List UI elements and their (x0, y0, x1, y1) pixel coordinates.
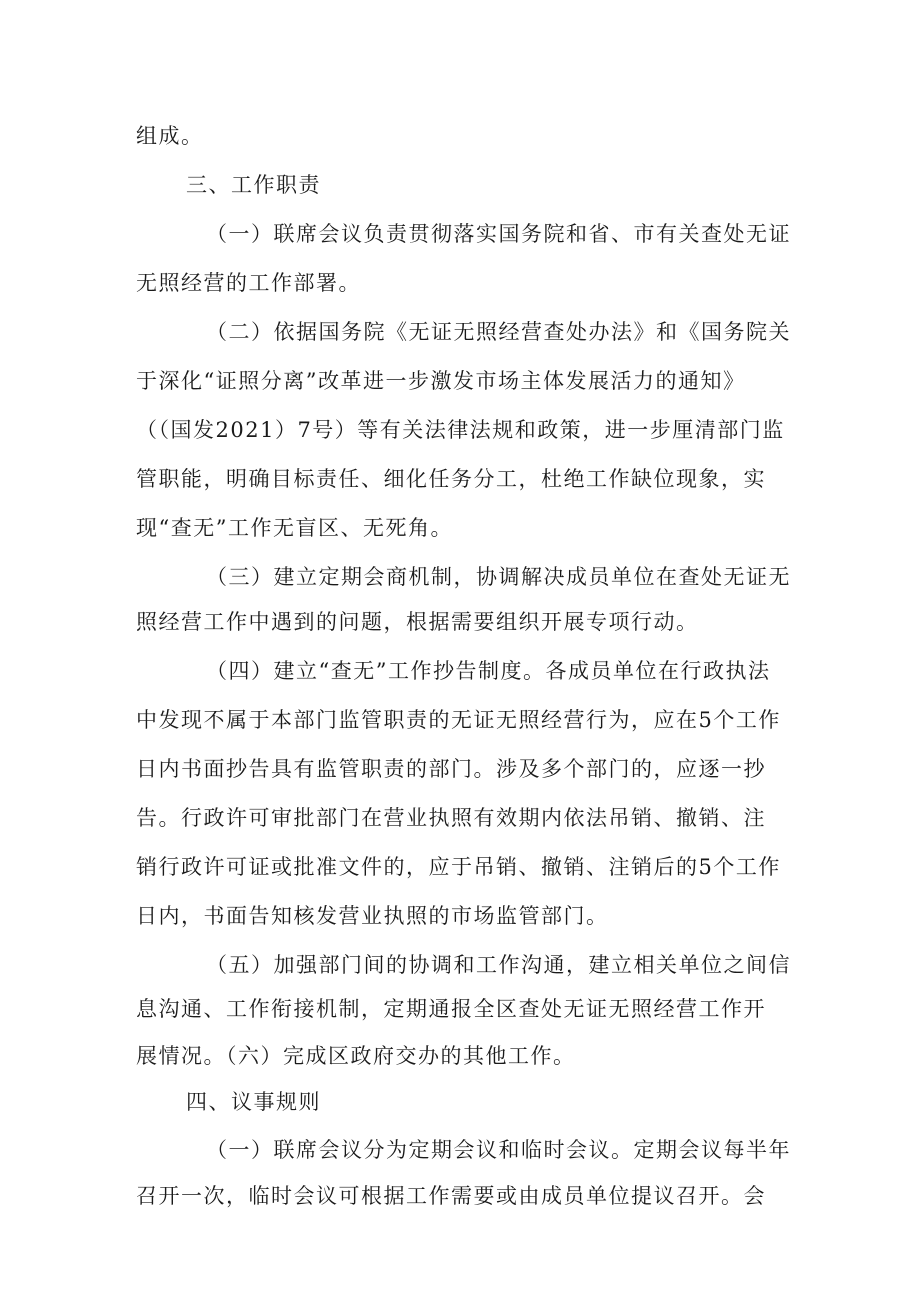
section-heading: 四、议事规则 (186, 1090, 321, 1114)
text-line: 中发现不属于本部门监管职责的无证无照经营行为，应在5个工作 (136, 708, 781, 732)
text-line: 管职能，明确目标责任、细化任务分工，杜绝工作缺位现象，实 (136, 467, 766, 491)
text-line: 于深化“证照分离”改革进一步激发市场主体发展活力的通知》 (136, 369, 746, 393)
text-line: 告。行政许可审批部门在营业执照有效期内依法吊销、撤销、注 (136, 806, 766, 830)
text-line: （一）联席会议负责贯彻落实国务院和省、市有关查处无证 (206, 222, 791, 246)
text-line: （三）建立定期会商机制，协调解决成员单位在查处无证无 (206, 565, 791, 589)
text-line: 销行政许可证或批准文件的，应于吊销、撤销、注销后的5个工作 (136, 855, 781, 879)
text-line: 展情况。（六）完成区政府交办的其他工作。 (136, 1044, 576, 1068)
text-line: （（国发2021）7号）等有关法律法规和政策，进一步厘清部门监 (136, 418, 785, 442)
text-line: （四）建立“查无”工作抄告制度。各成员单位在行政执法 (206, 659, 771, 683)
text-line: （一）联席会议分为定期会议和临时会议。定期会议每半年 (206, 1138, 791, 1162)
text-line: （二）依据国务院《无证无照经营查处办法》和《国务院关 (206, 320, 791, 344)
section-heading: 三、工作职责 (186, 173, 321, 197)
text-line: 召开一次，临时会议可根据工作需要或由成员单位提议召开。会 (136, 1184, 766, 1208)
text-line: 照经营工作中遇到的问题，根据需要组织开展专项行动。 (136, 610, 699, 634)
text-line: 现“查无”工作无盲区、无死角。 (136, 516, 453, 540)
text-line: 无照经营的工作部署。 (136, 271, 361, 295)
text-line: 日内书面抄告具有监管职责的部门。涉及多个部门的，应逐一抄 (136, 757, 766, 781)
text-line: 组成。 (136, 124, 204, 148)
text-line: 息沟通、工作衔接机制，定期通报全区查处无证无照经营工作开 (136, 997, 766, 1021)
text-line: 日内，书面告知核发营业执照的市场监管部门。 (136, 904, 609, 928)
text-line: （五）加强部门间的协调和工作沟通，建立相关单位之间信 (206, 953, 791, 977)
